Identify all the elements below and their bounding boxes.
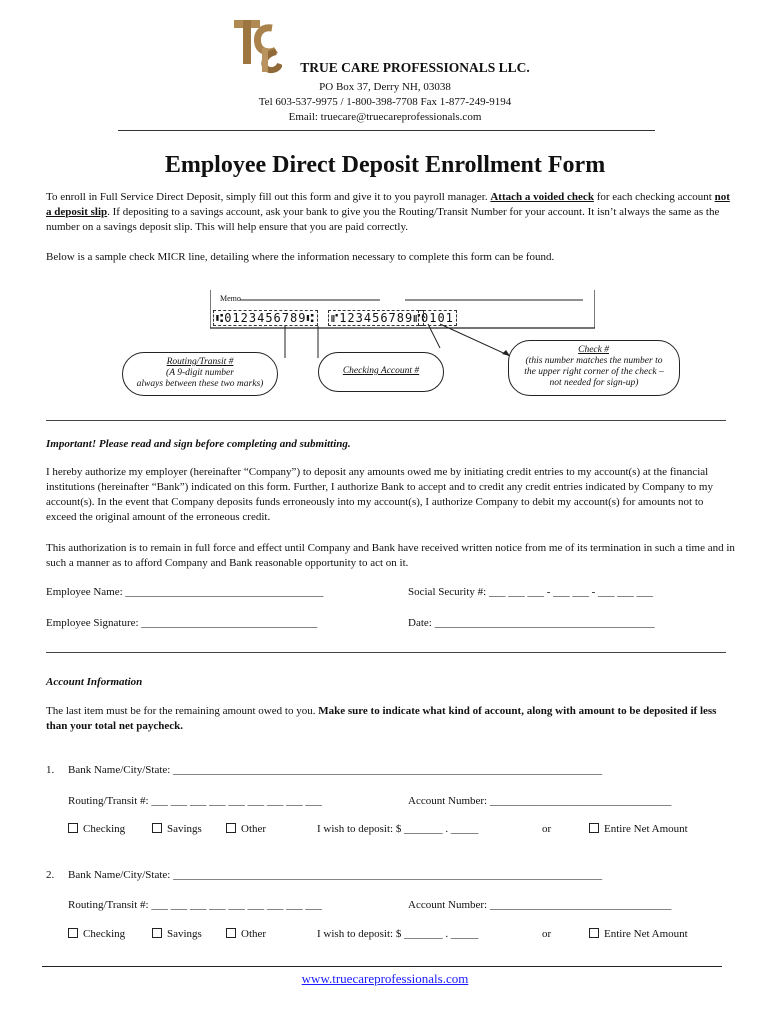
checkbox-icon[interactable] [152,823,162,833]
account-1-or-label: or [542,823,552,835]
checkbox-icon[interactable] [226,823,236,833]
company-phones: Tel 603-537-9975 / 1-800-398-7708 Fax 1-877-249-9194 [258,96,512,108]
account-1-entire-net-option[interactable]: Entire Net Amount [589,822,688,837]
micr-check-number: 0101 [418,310,457,326]
account-info-paragraph: The last item must be for the remaining amount owed to you. Make sure to indicate what kind of account, along with amount to be deposited if less than your total net paycheck. [46,705,717,732]
account-1-number: 1. [46,764,55,776]
account-1-bank-field[interactable]: Bank Name/City/State: ______________________________________________________________________________ [68,764,603,776]
checkbox-icon[interactable] [589,928,599,938]
header-divider [118,130,655,131]
account-2-or-label: or [542,928,552,940]
section-divider-top [46,420,726,421]
account-1-deposit-amount-field[interactable]: I wish to deposit: $ _______ . _____ [317,823,479,835]
account-2-checking-option[interactable]: Checking [68,927,125,942]
date-field[interactable]: Date: ________________________________________ [408,617,655,629]
account-1-routing-field[interactable]: Routing/Transit #: ___ ___ ___ ___ ___ ___ ___ ___ ___ [68,795,322,807]
routing-callout: Routing/Transit # (A 9-digit number always between these two marks) [122,352,278,396]
section-divider-middle [46,652,726,653]
account-1-savings-option[interactable]: Savings [152,822,202,837]
memo-label: Memo [220,294,241,303]
checkbox-icon[interactable] [68,928,78,938]
account-2-entire-net-option[interactable]: Entire Net Amount [589,927,688,942]
checkbox-icon[interactable] [589,823,599,833]
employee-signature-field[interactable]: Employee Signature: ________________________________ [46,617,318,629]
page-title: Employee Direct Deposit Enrollment Form [164,152,606,178]
account-2-account-number-field[interactable]: Account Number: _________________________________ [408,899,672,911]
ssn-field[interactable]: Social Security #: ___ ___ ___ - ___ ___ - ___ ___ ___ [408,586,654,598]
checkbox-icon[interactable] [152,928,162,938]
account-info-heading: Account Information [46,676,143,688]
micr-intro: Below is a sample check MICR line, detailing where the information necessary to complete this form can be found. [46,251,555,263]
micr-routing: ⑆0123456789⑆ [213,310,318,326]
important-notice: Important! Please read and sign before completing and submitting. [46,438,351,450]
company-name: TRUE CARE PROFESSIONALS LLC. [300,60,530,75]
authorization-paragraph: I hereby authorize my employer (hereinafter “Company”) to deposit any amounts owed me by initiating credit entries to my account(s) at the financial institutions (hereinafter “Bank”) indicated on this form. Further, I authorize Bank to accept and to credit any credit entries indicated by Company to my account(s). In the event that Company deposits funds erroneously into my account(s), I authorize Company to debit my account(s) for amounts not to exceed the original amount of the erroneous credit. [46,466,713,523]
footer-divider [42,966,722,967]
check-number-callout: Check # (this number matches the number to the upper right corner of the check – not needed for sign-up) [508,340,680,396]
account-2-deposit-amount-field[interactable]: I wish to deposit: $ _______ . _____ [317,928,479,940]
company-address: PO Box 37, Derry NH, 03038 [319,81,451,93]
micr-account: ⑈123456789⑈ [328,310,424,326]
account-2-bank-field[interactable]: Bank Name/City/State: ______________________________________________________________________________ [68,869,603,881]
account-1-checking-option[interactable]: Checking [68,822,125,837]
account-2-routing-field[interactable]: Routing/Transit #: ___ ___ ___ ___ ___ ___ ___ ___ ___ [68,899,322,911]
checkbox-icon[interactable] [226,928,236,938]
account-2-savings-option[interactable]: Savings [152,927,202,942]
account-callout: Checking Account # [318,352,444,392]
intro-paragraph: To enroll in Full Service Direct Deposit, simply fill out this form and give it to you payroll manager. Attach a voided check for each checking account not a deposit slip. If depositing to a savings account, ask your bank to give you the Routing/Transit Number for your account. It isn’t always the same as the number on a savings deposit slip. This will help ensure that you are paid correctly. [46,191,730,233]
account-2-number: 2. [46,869,55,881]
account-1-account-number-field[interactable]: Account Number: _________________________________ [408,795,672,807]
account-2-other-option[interactable]: Other [226,927,266,942]
company-email: Email: truecare@truecareprofessionals.com [288,111,482,123]
checkbox-icon[interactable] [68,823,78,833]
footer-website-link[interactable]: www.truecareprofessionals.com [301,971,469,986]
account-1-other-option[interactable]: Other [226,822,266,837]
employee-name-field[interactable]: Employee Name: ____________________________________ [46,586,324,598]
authorization-term-paragraph: This authorization is to remain in full force and effect until Company and Bank have received written notice from me of its termination in such a time and in such a manner as to afford Company and Bank reasonable opportunity to act on it. [46,542,735,569]
